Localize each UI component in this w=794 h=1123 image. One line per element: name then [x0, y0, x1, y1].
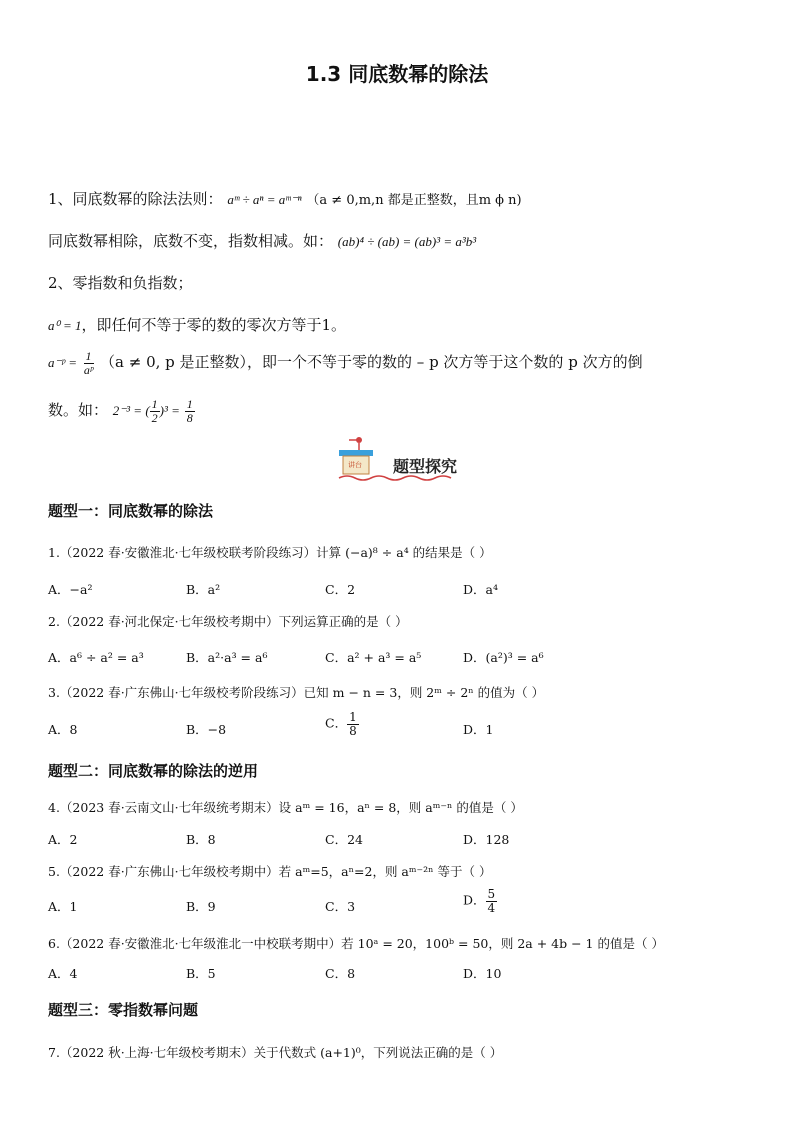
example-result [185, 398, 195, 424]
q6-option-b[interactable]: B．5 [186, 966, 216, 981]
q6-option-a[interactable]: A．4 [48, 966, 78, 981]
question-1-stem: 1.（2022 春·安徽淮北·七年级校联考阶段练习）计算 (−a)⁸ ÷ a⁴ 的结果是（ ） [48, 545, 492, 560]
neg-formula: a⁻ᵖ = [48, 355, 78, 371]
zero-formula: a⁰ = 1 [48, 318, 82, 333]
q2-option-d[interactable]: D．(a²)³ = a⁶ [463, 650, 544, 665]
q6-option-d[interactable]: D．10 [463, 966, 502, 981]
q2-option-c[interactable]: C．a² + a³ = a⁵ [325, 650, 422, 665]
example-lhs: 2⁻³ = ( [112, 403, 150, 419]
neg-fraction [82, 350, 95, 376]
zero-text: ，即任何不等于零的数的零次方等于1。 [81, 316, 347, 334]
q5-option-c[interactable]: C．3 [325, 899, 356, 914]
q4-option-d[interactable]: D．128 [463, 832, 510, 847]
rule-line-2 [48, 230, 476, 251]
question-4-stem: 4.（2023 春·云南文山·七年级统考期末）设 aᵐ = 16，aⁿ = 8，则 aᵐ⁻ⁿ 的值是（ ） [48, 800, 523, 815]
rule-formula: aᵐ ÷ aⁿ = aᵐ⁻ⁿ [227, 192, 302, 207]
section-badge [335, 432, 465, 484]
q3-option-c[interactable] [325, 711, 359, 737]
rule-line2-text: 同底数幂相除，底数不变，指数相减。如： [48, 232, 334, 250]
q3-option-c-fraction [347, 711, 359, 737]
q4-option-a[interactable]: A．2 [48, 832, 78, 847]
question-2-stem: 2.（2022 春·河北保定·七年级校考期中）下列运算正确的是（ ） [48, 614, 408, 629]
negative-exponent-line [48, 350, 643, 376]
rule-condition: （a ≠ 0,m,n 都是正整数，且m ϕ n) [306, 193, 522, 208]
q5-d-num: 5 [487, 887, 496, 901]
q3-option-a[interactable]: A．8 [48, 722, 78, 737]
question-5-stem: 5.（2022 春·广东佛山·七年级校考期中）若 aᵐ=5，aⁿ=2，则 aᵐ⁻²ⁿ 等于（ ） [48, 864, 492, 879]
q5-d-den: 4 [487, 900, 496, 915]
badge-small-label: 讲台 [348, 461, 362, 469]
page-title: 1.3 同底数幂的除法 [305, 62, 489, 86]
rule-line-1 [48, 188, 522, 209]
question-6-stem: 6.（2022 春·安徽淮北·七年级淮北一中校联考期中）若 10ᵃ = 20，100ᵇ = 50，则 2a + 4b − 1 的值是（ ） [48, 936, 664, 951]
q4-option-b[interactable]: B．8 [186, 832, 216, 847]
example-frac [150, 398, 160, 424]
badge-label: 题型探究 [393, 457, 458, 476]
neg-text: （a ≠ 0, p 是正整数），即一个不等于零的数的 – p 次方等于这个数的 p 次方的倒 [100, 353, 643, 372]
q5-option-a[interactable]: A．1 [48, 899, 78, 914]
example-line [48, 398, 195, 424]
zero-exponent-line [48, 314, 346, 335]
q3-option-c-prefix: C． [325, 715, 348, 731]
q3-c-den: 8 [349, 723, 357, 738]
q5-option-d-fraction [486, 888, 498, 914]
q2-option-a[interactable]: A．a⁶ ÷ a² = a³ [48, 650, 144, 665]
question-3-stem: 3.（2022 春·广东佛山·七年级校考阶段练习）已知 m − n = 3，则 2ᵐ ÷ 2ⁿ 的值为（ ） [48, 685, 545, 700]
q3-option-d[interactable]: D．1 [463, 722, 494, 737]
neg-frac-num: 1 [85, 349, 92, 363]
q5-option-b[interactable]: B．9 [186, 899, 216, 914]
q3-option-b[interactable]: B．−8 [186, 722, 227, 737]
rule-prefix: 1、同底数幂的除法法则： [48, 190, 223, 208]
q1-option-a[interactable]: A．−a² [48, 582, 93, 597]
example-res-num: 1 [186, 397, 193, 411]
q1-option-c[interactable]: C．2 [325, 582, 356, 597]
example-frac-den: 2 [151, 410, 158, 425]
example-res-den: 8 [186, 410, 193, 425]
section-heading-3: 题型三：零指数幂问题 [48, 1001, 199, 1019]
q4-option-c[interactable]: C．24 [325, 832, 363, 847]
question-7-stem: 7.（2022 秋·上海·七年级校考期末）关于代数式 (a+1)⁰，下列说法正确的是（ ） [48, 1045, 503, 1060]
rule-line2-formula: (ab)⁴ ÷ (ab) = (ab)³ = a³b³ [337, 234, 477, 249]
example-text: 数。如： [48, 401, 109, 420]
q5-option-d[interactable] [463, 888, 497, 914]
zero-neg-title: 2、零指数和负指数； [48, 274, 193, 292]
q5-option-d-prefix: D． [463, 892, 486, 908]
neg-frac-den: aᵖ [83, 362, 94, 377]
section-heading-2: 题型二：同底数幂的除法的逆用 [48, 762, 259, 780]
q1-option-b[interactable]: B．a² [186, 582, 221, 597]
example-frac-num: 1 [151, 397, 158, 411]
example-mid: )³ = [159, 403, 180, 419]
q3-c-num: 1 [349, 710, 357, 724]
q6-option-c[interactable]: C．8 [325, 966, 356, 981]
section-heading-1: 题型一：同底数幂的除法 [48, 502, 214, 520]
q1-option-d[interactable]: D．a⁴ [463, 582, 498, 597]
q2-option-b[interactable]: B．a²·a³ = a⁶ [186, 650, 268, 665]
